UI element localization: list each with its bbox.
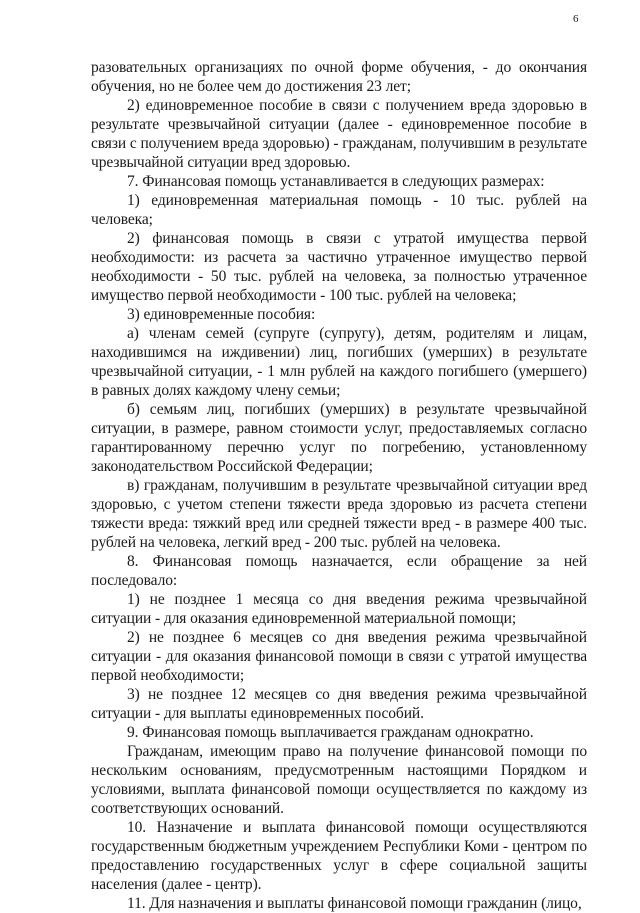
paragraph-7-item-3a: а) членам семей (супруге (супругу), детям, родителям и лицам, находившимся на иждивении) лиц, погибших (умерших) в результате чрезвычайной ситуации, - 1 млн рублей на каждого погибшего (умершего) в равных долях каждому члену семьи; bbox=[91, 325, 587, 399]
paragraph-8-item-1: 1) не позднее 1 месяца со дня введения режима чрезвычайной ситуации - для оказания единовременной материальной помощи; bbox=[91, 591, 587, 627]
paragraph-lump-sum-health-allowance: 2) единовременное пособие в связи с получением вреда здоровью в результате чрезвычайной ситуации (далее - единовременное пособие в связи с получением вреда здоровью) - гражданам, получившим в результате чрезвычайной ситуации вред здоровью. bbox=[91, 97, 587, 171]
paragraph-7-item-3: 3) единовременные пособия: bbox=[127, 306, 316, 323]
paragraph-section-10: 10. Назначение и выплата финансовой помощи осуществляются государственным бюджетным учреждением Республики Коми - центром по предоставлению государственных услуг в сфере социальной защиты населения (далее - центр). bbox=[91, 819, 587, 893]
paragraph-section-11: 11. Для назначения и выплаты финансовой помощи гражданин (лицо, bbox=[127, 895, 582, 912]
paragraph-section-9: 9. Финансовая помощь выплачивается гражданам однократно. bbox=[127, 724, 534, 741]
paragraph-8-item-2: 2) не позднее 6 месяцев со дня введения режима чрезвычайной ситуации - для оказания финансовой помощи в связи с утратой имущества первой необходимости; bbox=[91, 629, 587, 684]
paragraph-continuation: разовательных организациях по очной форме обучения, - до окончания обучения, но не более чем до достижения 23 лет; bbox=[91, 59, 587, 95]
paragraph-7-item-3b: б) семьям лиц, погибших (умерших) в результате чрезвычайной ситуации, в размере, равном стоимости услуг, предоставляемых согласно гарантированному перечню услуг по погребению, установленному законодательством Российской Федерации; bbox=[91, 401, 587, 475]
document-body bbox=[91, 58, 587, 913]
paragraph-7-item-1: 1) единовременная материальная помощь - 10 тыс. рублей на человека; bbox=[91, 192, 587, 228]
paragraph-7-item-2: 2) финансовая помощь в связи с утратой имущества первой необходимости: из расчета за частично утраченное имущество первой необходимости - 50 тыс. рублей на человека, за полностью утраченное имущество первой необходимости - 100 тыс. рублей на человека; bbox=[91, 230, 587, 304]
paragraph-section-9-multiple-grounds: Гражданам, имеющим право на получение финансовой помощи по нескольким основаниям, предусмотренным настоящими Порядком и условиями, выплата финансовой помощи осуществляется по каждому из соответствующих оснований. bbox=[91, 743, 587, 817]
paragraph-7-item-3c: в) гражданам, получившим в результате чрезвычайной ситуации вред здоровью, с учетом степени тяжести вреда здоровью из расчета степени тяжести вреда: тяжкий вред или средней тяжести вред - в размере 400 тыс. рублей на человека, легкий вред - 200 тыс. рублей на человека. bbox=[91, 477, 587, 551]
page-number: 6 bbox=[573, 13, 579, 25]
paragraph-section-8: 8. Финансовая помощь назначается, если обращение за ней последовало: bbox=[91, 553, 587, 589]
paragraph-section-7: 7. Финансовая помощь устанавливается в следующих размерах: bbox=[127, 173, 545, 190]
paragraph-8-item-3: 3) не позднее 12 месяцев со дня введения режима чрезвычайной ситуации - для выплаты единовременных пособий. bbox=[91, 686, 587, 722]
